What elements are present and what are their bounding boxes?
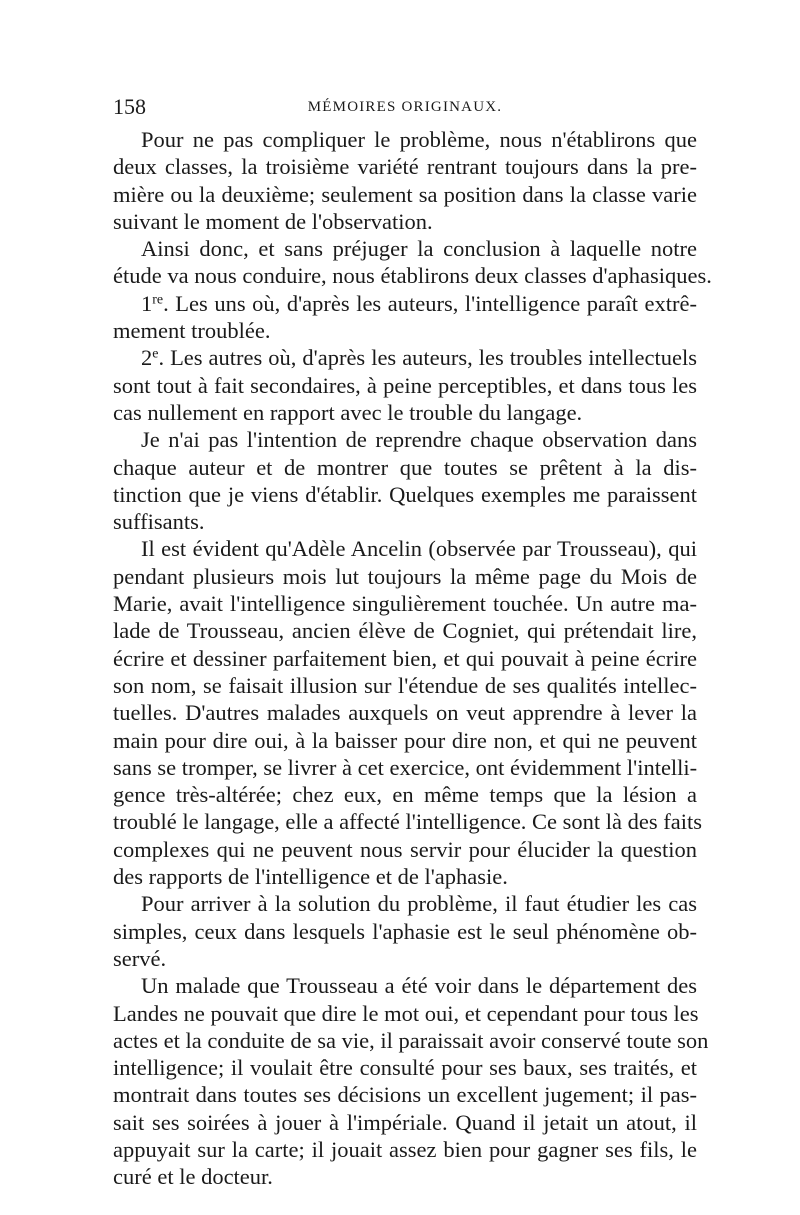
text-line — [113, 754, 697, 781]
line-text: Marie, avait l'intelligence singulièrement touchée. Un autre ma- — [113, 591, 697, 617]
line-text: sait ses soirées à jouer à l'impériale. Quand il jetait un atout, il — [113, 1109, 697, 1135]
enumeration-number: 1 — [141, 290, 153, 316]
text-line — [113, 208, 697, 235]
line-text: Un malade que Trousseau a été voir dans le département des — [141, 973, 697, 999]
line-text: troublé le langage, elle a affecté l'intelligence. Ce sont là des faits — [113, 809, 703, 835]
line-text: Je n'ai pas l'intention de reprendre chaque observation dans — [141, 427, 697, 453]
text-line — [113, 890, 697, 917]
line-text: tinction que je viens d'établir. Quelques exemples me paraissent — [113, 481, 697, 507]
text-line — [113, 426, 697, 453]
text-line — [113, 153, 697, 180]
text-line — [113, 235, 697, 262]
line-text: sont tout à fait secondaires, à peine perceptibles, et dans tous les — [113, 372, 697, 398]
body-text — [113, 126, 712, 1191]
running-title: MÉMOIRES ORIGINAUX. — [307, 99, 503, 115]
text-line — [113, 262, 712, 289]
line-text: des rapports de l'intelligence et de l'aphasie. — [113, 864, 508, 890]
line-text: . Les uns où, d'après les auteurs, l'intelligence paraît extrê- — [163, 290, 697, 316]
text-line — [113, 535, 697, 562]
line-text: suivant le moment de l'observation. — [113, 208, 433, 234]
line-text: complexes qui ne peuvent nous servir pour élucider la question — [113, 836, 697, 862]
text-line — [113, 508, 697, 535]
line-text: lade de Trousseau, ancien élève de Cogniet, qui prétendait lire, — [113, 618, 697, 644]
line-text: Landes ne pouvait que dire le mot oui, et cependant pour tous les — [113, 1000, 699, 1026]
text-line — [113, 699, 697, 726]
text-line — [113, 563, 697, 590]
text-line — [113, 918, 697, 945]
text-line — [113, 454, 697, 481]
line-text: intelligence; il voulait être consulté pour ses baux, ses traités, et — [113, 1055, 697, 1081]
text-line — [113, 372, 697, 399]
line-text: servé. — [113, 945, 167, 971]
line-text: Pour ne pas compliquer le problème, nous n'établirons que — [141, 127, 697, 152]
line-text: actes et la conduite de sa vie, il paraissait avoir conservé toute son — [113, 1027, 709, 1053]
text-line — [113, 1081, 697, 1108]
line-text: . Les autres où, d'après les auteurs, les troubles intellectuels — [158, 345, 697, 371]
line-text: mement troublée. — [113, 318, 271, 344]
text-line — [113, 645, 697, 672]
line-text: écrire et dessiner parfaitement bien, et qui pouvait à peine écrire — [113, 645, 697, 671]
text-line — [113, 1163, 697, 1190]
enumeration-superscript: e — [152, 346, 159, 362]
text-line — [113, 1109, 697, 1136]
text-line — [113, 1000, 697, 1027]
line-text: pendant plusieurs mois lut toujours la même page du Mois de — [113, 563, 697, 589]
line-text: tuelles. D'autres malades auxquels on veut apprendre à lever la — [113, 700, 697, 726]
line-text: Ainsi donc, et sans préjuger la conclusion à laquelle notre — [141, 236, 697, 262]
enumeration-superscript: re — [152, 292, 164, 308]
text-line — [113, 290, 697, 317]
text-line — [113, 1136, 697, 1163]
text-line — [113, 672, 697, 699]
text-line — [113, 590, 697, 617]
line-text: montrait dans toutes ses décisions un excellent jugement; il pas- — [113, 1082, 697, 1108]
text-line — [113, 1054, 697, 1081]
text-line — [113, 781, 697, 808]
line-text: suffisants. — [113, 509, 205, 535]
text-line — [113, 317, 697, 344]
line-text: étude va nous conduire, nous établirons deux classes d'aphasiques. — [113, 263, 712, 289]
line-text: cas nullement en rapport avec le trouble du langage. — [113, 399, 583, 425]
line-text: main pour dire oui, à la baisser pour dire non, et qui ne peuvent — [113, 727, 697, 753]
text-line — [113, 481, 697, 508]
text-line — [113, 181, 697, 208]
line-text: Il est évident qu'Adèle Ancelin (observée par Trousseau), qui — [141, 536, 697, 562]
text-line — [113, 617, 697, 644]
line-text: appuyait sur la carte; il jouait assez bien pour gagner ses fils, le — [113, 1136, 697, 1162]
line-text: Pour arriver à la solution du problème, il faut étudier les cas — [141, 891, 697, 917]
line-text: chaque auteur et de montrer que toutes se prêtent à la dis- — [113, 454, 697, 480]
text-line — [113, 727, 697, 754]
line-text: gence très-altérée; chez eux, en même temps que la lésion a — [113, 782, 697, 808]
line-text: simples, ceux dans lesquels l'aphasie est le seul phénomène ob- — [113, 918, 697, 944]
text-line — [113, 1027, 709, 1054]
line-text: son nom, se faisait illusion sur l'étendue de ses qualités intellec- — [113, 672, 697, 698]
line-text: mière ou la deuxième; seulement sa position dans la classe varie — [113, 181, 697, 207]
running-head — [113, 94, 697, 120]
text-line — [113, 344, 697, 371]
text-line — [113, 836, 697, 863]
line-text: sans se tromper, se livrer à cet exercice, ont évidemment l'intelli- — [113, 754, 698, 780]
text-line — [113, 808, 703, 835]
text-line — [113, 126, 697, 153]
text-line — [113, 972, 697, 999]
enumeration-number: 2 — [141, 345, 153, 371]
line-text: curé et le docteur. — [113, 1164, 273, 1190]
text-line — [113, 399, 697, 426]
text-line — [113, 945, 697, 972]
line-text: deux classes, la troisième variété rentrant toujours dans la pre- — [113, 154, 697, 180]
text-line — [113, 863, 697, 890]
page-number: 158 — [113, 94, 146, 119]
